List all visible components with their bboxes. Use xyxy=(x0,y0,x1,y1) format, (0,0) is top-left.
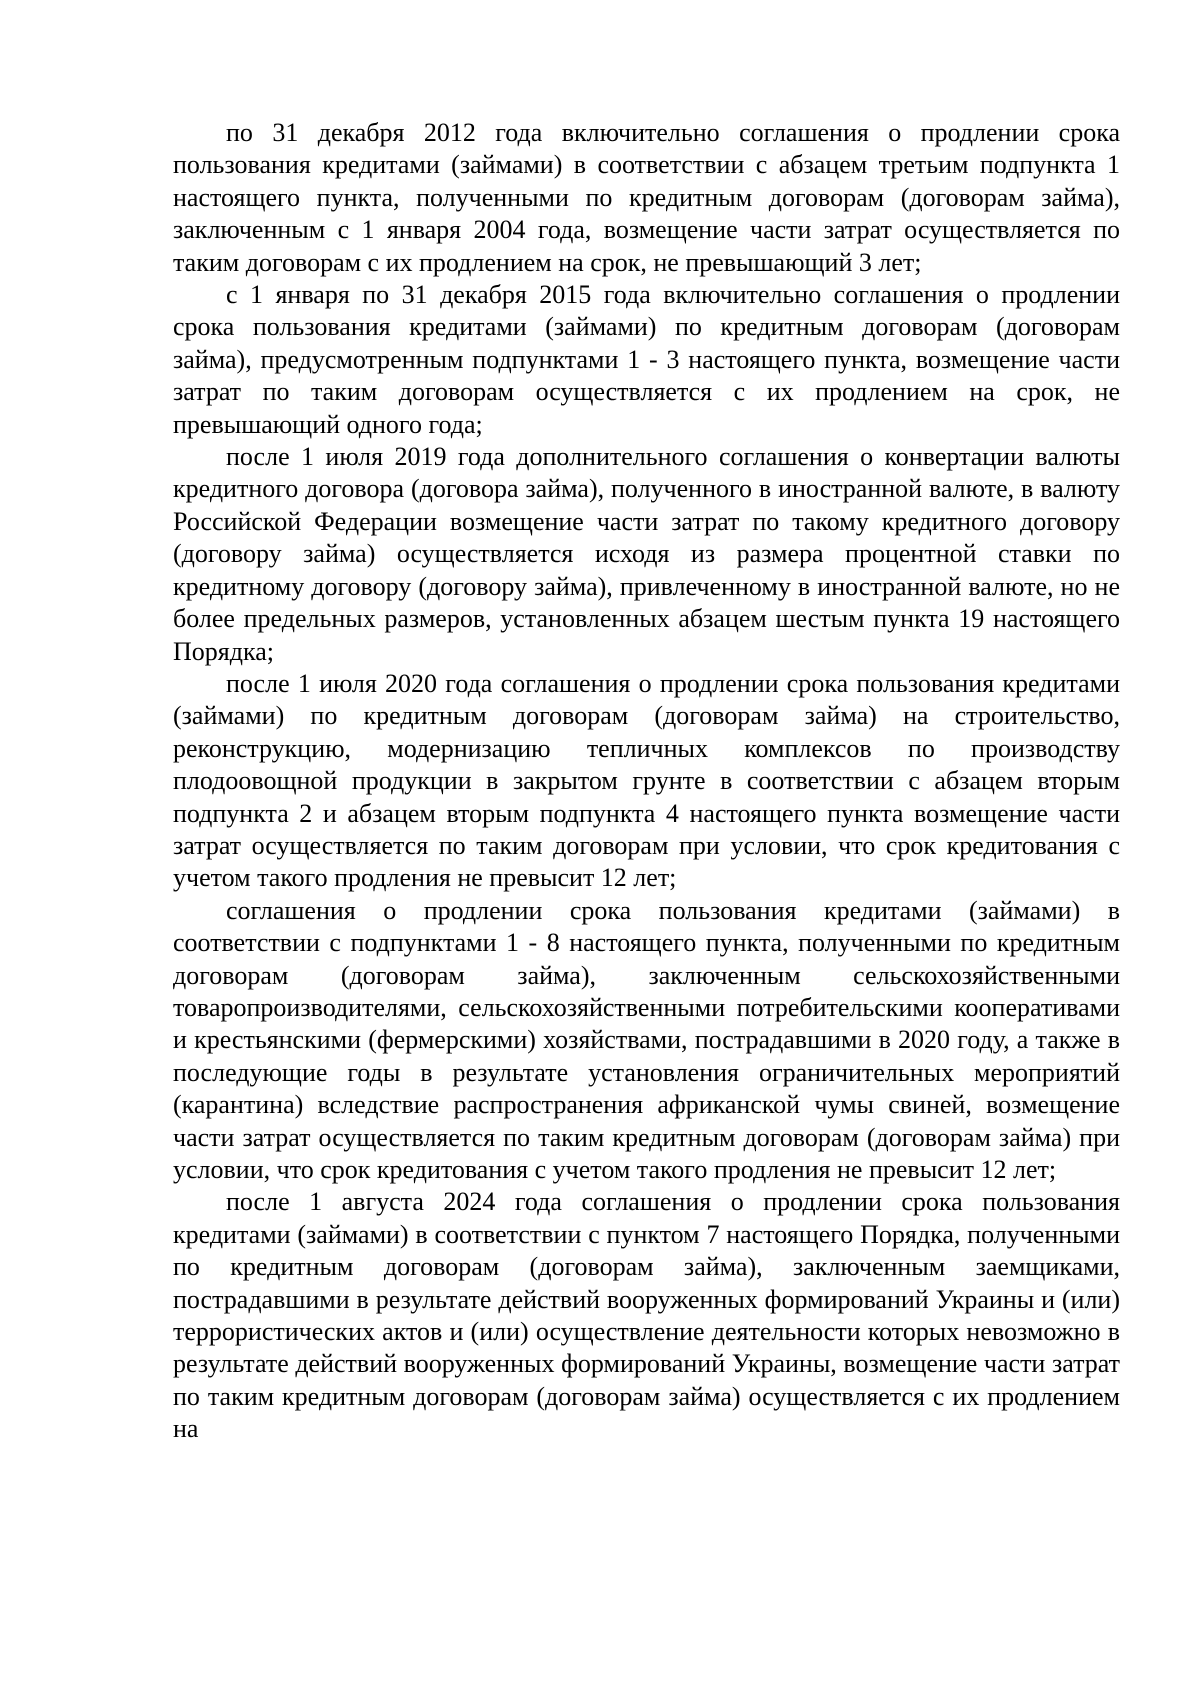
paragraph-1: по 31 декабря 2012 года включительно соглашения о продлении срока пользования кредитами (займами) в соответствии с абзацем третьим подпункта 1 настоящего пункта, полученными по кредитным договорам (договорам займа), заключенным с 1 января 2004 года, возмещение части затрат осуществляется по таким договорам с их продлением на срок, не превышающий 3 лет; xyxy=(173,118,1120,277)
paragraph-3: после 1 июля 2019 года дополнительного соглашения о конвертации валюты кредитного договора (договора займа), полученного в иностранной валюте, в валюту Российской Федерации возмещение части затрат по такому кредитного договору (договору займа) осуществляется исходя из размера процентной ставки по кредитному договору (договору займа), привлеченному в иностранной валюте, но не более предельных размеров, установленных абзацем шестым пункта 19 настоящего Порядка; xyxy=(173,442,1120,666)
paragraph-2: с 1 января по 31 декабря 2015 года включительно соглашения о продлении срока пользования кредитами (займами) по кредитным договорам (договорам займа), предусмотренным подпунктами 1 - 3 настоящего пункта, возмещение части затрат по таким договорам осуществляется с их продлением на срок, не превышающий одного года; xyxy=(173,280,1120,439)
paragraph-4: после 1 июля 2020 года соглашения о продлении срока пользования кредитами (займами) по кредитным договорам (договорам займа) на строительство, реконструкцию, модернизацию тепличных комплексов по производству плодоовощной продукции в закрытом грунте в соответствии с абзацем вторым подпункта 2 и абзацем вторым подпункта 4 настоящего пункта возмещение части затрат осуществляется по таким договорам при условии, что срок кредитования с учетом такого продления не превысит 12 лет; xyxy=(173,668,1120,893)
paragraph-6: после 1 августа 2024 года соглашения о продлении срока пользования кредитами (займами) в соответствии с пунктом 7 настоящего Порядка, полученными по кредитным договорам (договорам займа), заключенным заемщиками, пострадавшими в результате действий вооруженных формирований Украины и (или) террористических актов и (или) осуществление деятельности которых невозможно в результате действий вооруженных формирований Украины, возмещение части затрат по таким кредитным договорам (договорам займа) осуществляется с их продлением на xyxy=(173,1187,1120,1444)
paragraph-5: соглашения о продлении срока пользования кредитами (займами) в соответствии с подпунктами 1 - 8 настоящего пункта, полученными по кредитным договорам (договорам займа), заключенным сельскохозяйственными товаропроизводителями, сельскохозяйственными потребительскими кооперативами и крестьянскими (фермерскими) хозяйствами, пострадавшими в 2020 году, а также в последующие годы в результате установления ограничительных мероприятий (карантина) вследствие распространения африканской чумы свиней, возмещение части затрат осуществляется по таким кредитным договорам (договорам займа) при условии, что срок кредитования с учетом такого продления не превысит 12 лет; xyxy=(173,895,1120,1184)
document-body xyxy=(173,117,1120,1446)
